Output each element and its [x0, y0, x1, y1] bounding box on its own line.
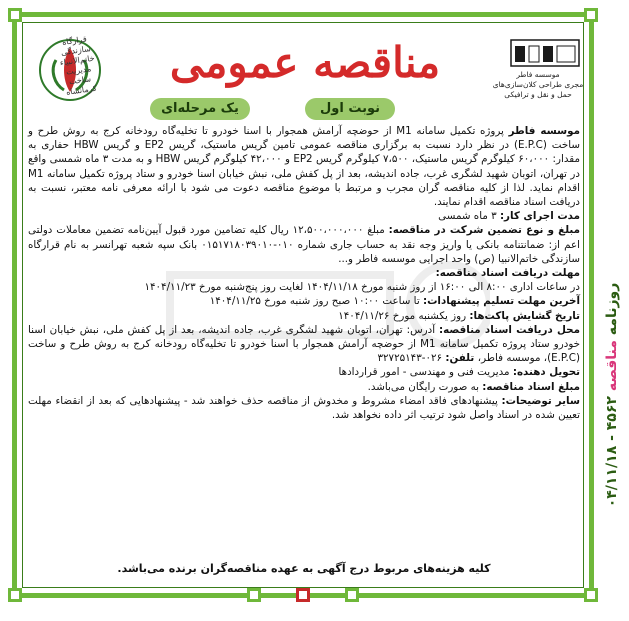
submit-line: آخرین مهلت تسلیم پیشنهادات: تا ساعت ۱۰:۰۰ صبح روز شنبه مورخ ۱۴۰۴/۱۱/۲۵	[209, 295, 580, 308]
intro-paragraph: موسسه فاطر پروژه تکمیل سامانه M1 از حوضچه آرامش همجوار با اسنا خودرو تا تخلیه‌گاه رودخانه کرج به روش طرح و ساخت (E.P.C) در نظر دارد نسبت به برگزاری مناقصه عمومی تامین گریس ماستیک، گریس EP2 و گریس HBW حفاری به مقدار: ۶۰،۰۰۰ کیلوگرم گریس ماستیک، ۷،۵۰۰ کیلوگرم گریس EP2 و ۴۲،۰۰۰ کیلوگرم گریس HBW و به مدت ۳ ماه شمسی واقع در تهران، اتوبان شهید لشگری غرب، جاده اندیشه، بعد از پل کفش ملی، نبش خیابان اسنا خودرو و ستاد پروژه تکمیل سامانه M1 اقدام نماید. لذا از کلیه مناقصه گران مجرب و مرتبط با موضوع مناقصه دعوت می شود با ارائه معرفی نامه معتبر، نسبت به دریافت اسناد مناقصه اقدام نمایند.	[28, 125, 581, 209]
corner-tile	[584, 8, 598, 22]
corner-tile	[584, 588, 598, 602]
bottom-tile	[247, 588, 261, 602]
deadline-line: در ساعات اداری ۸:۰۰ الی ۱۶:۰۰ از روز شنبه مورخ ۱۴۰۴/۱۱/۱۸ لغایت روز پنج‌شنبه مورخ ۱۴۰۴/۱۱/۲۳	[144, 281, 580, 294]
stage-badge: یک مرحله‌ای	[150, 98, 250, 120]
right-logo-caption: موسسه فاطر مجری طراحی کلان‌سازی‌های حمل و نقل‌ و ترافیکی	[492, 70, 584, 99]
notice-body	[28, 124, 580, 422]
deadline-heading: مهلت دریافت اسناد مناقصه:	[435, 267, 580, 280]
issue-number: ۴۵۶۲ - ۰۴/۱۱/۱۸	[604, 396, 620, 508]
opening-line: تاریخ گشایش پاکت‌ها: روز یکشنبه مورخ ۱۴۰۴/۱۱/۲۶	[338, 309, 580, 322]
guarantee-paragraph: مبلغ و نوع تضمین شرکت در مناقصه: مبلغ ۱۲،۵۰۰،۰۰۰،۰۰۰ ریال کلیه تضامین مورد قبول آیین‌نامه تضمین معاملات دولتی اعم از: ضمانتنامه بانکی یا واریز وجه نقد به حساب جاری شماره ۰۱۰-۰۱۵۱۷۱۸۰۳۹۰۱۰ بانک سپه شعبه تهرانسر به نام قرارگاه سازندگی خاتم‌الانبیا (ص) واحد اجرایی موسسه فاطر و...	[28, 224, 580, 265]
newspaper-name-accent: مناقصه	[604, 340, 620, 392]
page-title: مناقصه عمومی	[169, 38, 441, 87]
corner-tile	[8, 8, 22, 22]
corner-tile	[8, 588, 22, 602]
duration-line: مدت اجرای کار: ۳ ماه شمسی	[438, 210, 580, 223]
newspaper-sidebar	[604, 283, 620, 508]
bottom-center-tile	[296, 588, 310, 602]
newspaper-name: روزنامه	[604, 282, 620, 336]
round-badge: نوبت اول	[305, 98, 395, 120]
fee-line: مبلغ اسناد مناقصه: به صورت رایگان می‌باشد.	[367, 380, 580, 393]
footer-note: کلیه هزینه‌های مربوط درج آگهی به عهده مناقصه‌گران برنده می‌باشد.	[117, 562, 491, 575]
other-notes: سایر توضیحات: پیشنهادهای فاقد امضاء مشروط و مخدوش از مناقصه حذف خواهند شد - پیشنهادهایی که بعد از انقضاء مهلت تعیین شده در اسناد واصل شود ترتیب اثر داده نخواهد شد.	[28, 394, 581, 422]
place-paragraph: محل دریافت اسناد مناقصه: آدرس: تهران، اتوبان شهید لشگری غرب، جاده اندیشه، بعد از پل کفش ملی، نبش خیابان اسنا خودرو ستاد پروژه تکمیل سامانه M1 از حوضچه آرامش همجوار با اسنا خودرو تا تخلیه‌گاه رودخانه کرج به روش طرح و ساخت (E.P.C)، موسسه فاطر، تلفن: ۰۲۶-۳۲۷۲۵۱۴۳	[28, 323, 581, 365]
bottom-tile	[345, 588, 359, 602]
left-logo-caption: قرارگاه سازندگی خاتم‌الانبیاء مدیریت ساخت کرمانشاه	[59, 34, 98, 97]
delivery-line: تحویل دهنده: مدیریت فنی و مهندسی - امور قرارداد‌ها	[338, 366, 580, 379]
